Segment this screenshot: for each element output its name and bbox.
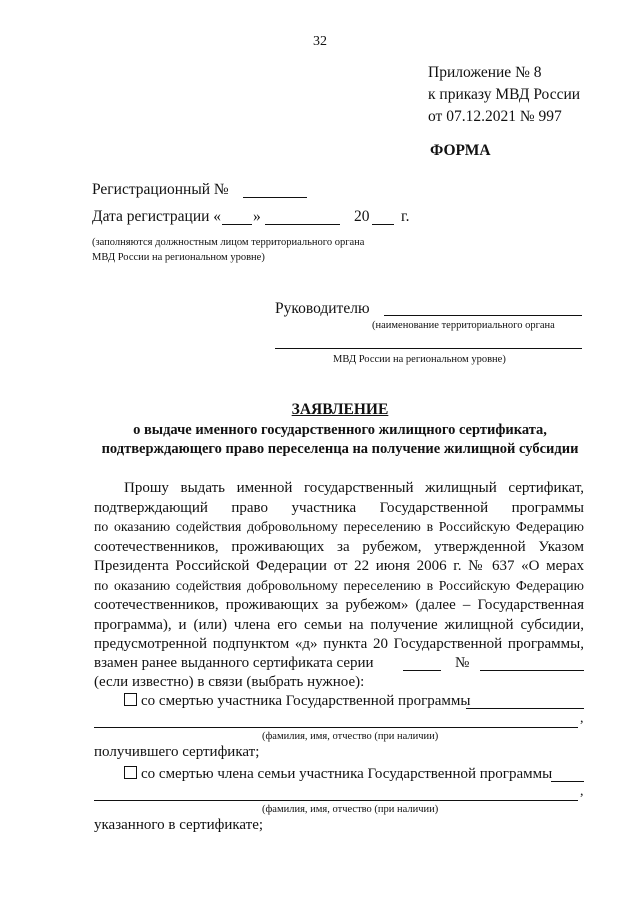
option-1 xyxy=(124,693,470,710)
addressee-field-2[interactable] xyxy=(275,348,582,349)
option-2-label: со смертью члена семьи участника Государственной программы xyxy=(141,766,553,782)
body-line-7: соотечественников, проживающих за рубежом» (далее – Государственная xyxy=(94,597,584,613)
appendix-line-3: от 07.12.2021 № 997 xyxy=(428,108,562,125)
body-line-10 xyxy=(94,655,374,672)
series-label: взамен ранее выданного сертификата серии xyxy=(94,655,374,671)
number-sign: № xyxy=(455,655,470,671)
body-line-2: подтверждающий право участника Государственной программы xyxy=(94,500,584,516)
document-title: ЗАЯВЛЕНИЕ xyxy=(291,401,389,418)
registration-day-field[interactable] xyxy=(222,224,252,225)
series-field[interactable] xyxy=(403,670,441,671)
document-subtitle-1: о выдаче именного государственного жилищного сертификата, xyxy=(133,422,547,438)
body-line-8: программа), и (или) члена его семьи на получение жилищной субсидии, xyxy=(94,617,584,633)
page-number: 32 xyxy=(313,34,327,49)
option-2-field-2[interactable] xyxy=(94,800,578,801)
option-2-after: указанного в сертификате; xyxy=(94,817,264,833)
body-line-3: по оказанию содействия добровольному переселению в Российскую Федерацию xyxy=(94,519,584,534)
option-1-after: получившего сертификат; xyxy=(94,744,260,760)
option-1-field-1[interactable] xyxy=(466,708,584,709)
body-line-1: Прошу выдать именной государственный жилищный сертификат, xyxy=(124,480,584,496)
registration-date-suffix: г. xyxy=(401,208,410,225)
body-line-4: соотечественников, проживающих за рубежом, утвержденной Указом xyxy=(94,539,584,555)
body-line-6: по оказанию содействия добровольному переселению в Российскую Федерацию xyxy=(94,578,584,593)
addressee-hint-2: МВД России на региональном уровне) xyxy=(333,354,506,365)
option-2-hint: (фамилия, имя, отчество (при наличии) xyxy=(262,804,439,815)
option-2-checkbox[interactable] xyxy=(124,766,137,779)
option-1-checkbox[interactable] xyxy=(124,693,137,706)
registration-number xyxy=(92,181,229,199)
addressee-hint-1: (наименование территориального органа xyxy=(372,320,555,331)
registration-hint-2: МВД России на региональном уровне) xyxy=(92,252,265,263)
option-1-field-2[interactable] xyxy=(94,727,578,728)
registration-year-field[interactable] xyxy=(372,224,394,225)
addressee-label: Руководителю xyxy=(275,300,370,317)
body-line-11: (если известно) в связи (выбрать нужное): xyxy=(94,674,365,690)
registration-date-label: Дата регистрации « xyxy=(92,208,222,225)
appendix-line-2: к приказу МВД России xyxy=(428,86,581,103)
option-2 xyxy=(124,766,552,783)
registration-month-field[interactable] xyxy=(265,224,340,225)
registration-number-field[interactable] xyxy=(243,197,307,198)
option-2-field-1[interactable] xyxy=(551,781,584,782)
appendix-line-1: Приложение № 8 xyxy=(428,64,542,81)
addressee-field-1[interactable] xyxy=(384,315,582,316)
option-1-hint: (фамилия, имя, отчество (при наличии) xyxy=(262,731,439,742)
document-subtitle-2: подтверждающего право переселенца на получение жилищной субсидии xyxy=(101,441,579,457)
registration-number-label: Регистрационный № xyxy=(92,181,229,198)
registration-hint-1: (заполняются должностным лицом территориального органа xyxy=(92,237,365,248)
registration-date-mid: » xyxy=(253,208,261,225)
body-line-5: Президента Российской Федерации от 22 июня 2006 г. № 637 «О мерах xyxy=(94,558,584,574)
certificate-number-field[interactable] xyxy=(480,670,584,671)
form-label: ФОРМА xyxy=(430,142,491,159)
body-line-9: предусмотренной подпунктом «д» пункта 20 Государственной программы, xyxy=(94,636,584,652)
option-1-comma: , xyxy=(580,711,584,726)
registration-year-prefix: 20 xyxy=(354,208,370,225)
option-1-label: со смертью участника Государственной программы xyxy=(141,693,471,709)
option-2-comma: , xyxy=(580,784,584,799)
